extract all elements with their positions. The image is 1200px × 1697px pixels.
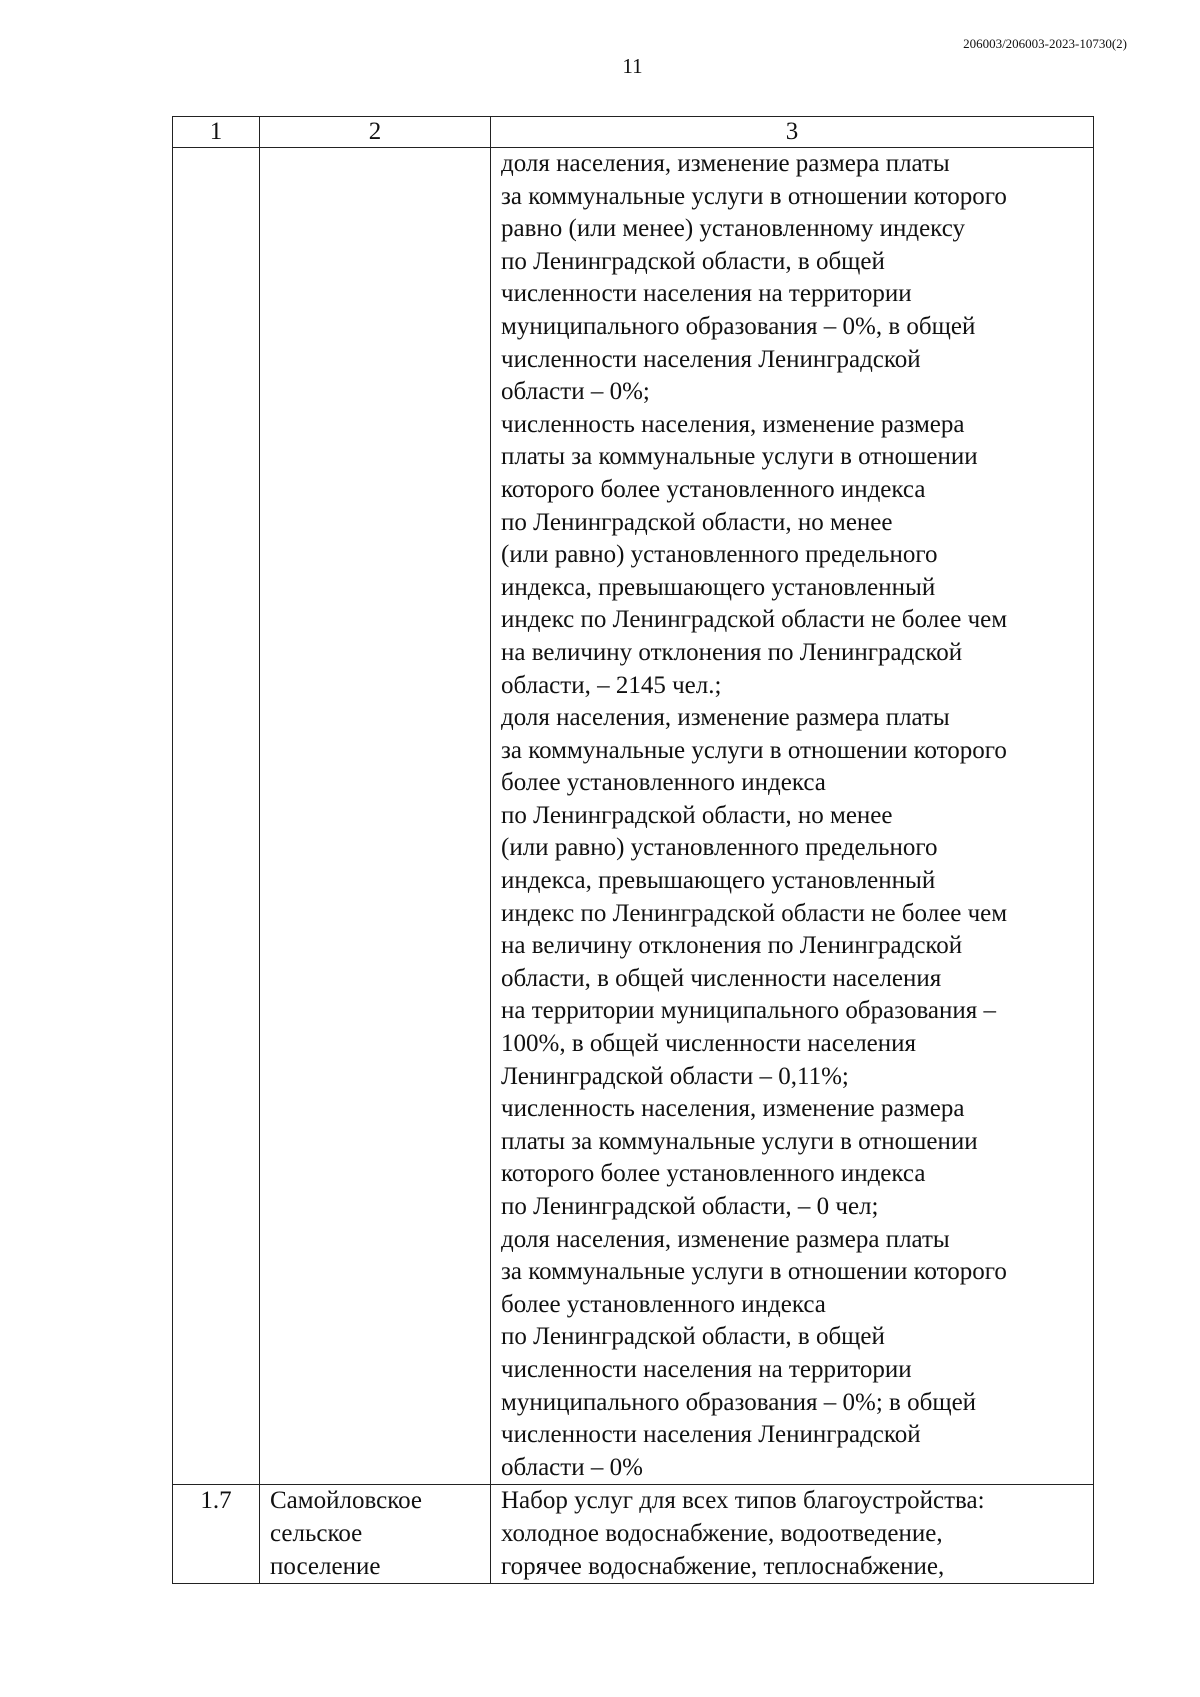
- description-line: индекса, превышающего установленный: [501, 573, 936, 601]
- description-line: по Ленинградской области, но менее: [501, 801, 893, 829]
- row-number-cell: [173, 148, 260, 1485]
- settlement-name-line: сельское: [270, 1519, 363, 1547]
- description-line: более установленного индекса: [501, 769, 826, 797]
- description-line: Набор услуг для всех типов благоустройства:: [501, 1487, 985, 1515]
- settlement-name-line: поселение: [270, 1552, 381, 1580]
- description-line: доля населения, изменение размера платы: [501, 1225, 950, 1253]
- description-line: равно (или менее) установленному индексу: [501, 215, 965, 243]
- description-line: индекс по Ленинградской области не более чем: [501, 606, 1008, 634]
- description-line: на территории муниципального образования –: [501, 997, 997, 1025]
- description-line: численности населения на территории: [501, 280, 912, 308]
- description-line: области – 0%: [501, 1453, 643, 1481]
- description-line: численность населения, изменение размера: [501, 410, 965, 438]
- column-header-3: 3: [491, 117, 1094, 148]
- description-line: численности населения Ленинградской: [501, 345, 921, 373]
- settlement-name-cell: [260, 1485, 491, 1584]
- description-line: на величину отклонения по Ленинградской: [501, 638, 963, 666]
- table-row: [173, 148, 1094, 1485]
- table-header-row: [173, 117, 1094, 148]
- description-line: области – 0%;: [501, 378, 650, 406]
- column-header-1: 1: [173, 117, 260, 148]
- row-number-cell: 1.7: [173, 1485, 260, 1584]
- description-line: доля населения, изменение размера платы: [501, 704, 950, 732]
- description-line: на величину отклонения по Ленинградской: [501, 932, 963, 960]
- description-line: Ленинградской области – 0,11%;: [501, 1062, 849, 1090]
- description-line: холодное водоснабжение, водоотведение,: [501, 1519, 943, 1547]
- page-number: 11: [622, 54, 643, 78]
- description-line: платы за коммунальные услуги в отношении: [501, 1127, 978, 1155]
- description-line: 100%, в общей численности населения: [501, 1030, 917, 1058]
- description-line: доля населения, изменение размера платы: [501, 150, 950, 177]
- settlement-name-cell: [260, 148, 491, 1485]
- description-line: более установленного индекса: [501, 1290, 826, 1318]
- description-line: по Ленинградской области, в общей: [501, 1323, 885, 1351]
- description-line: которого более установленного индекса: [501, 1160, 926, 1188]
- description-line: численность населения, изменение размера: [501, 1095, 965, 1123]
- description-line: численности населения на территории: [501, 1355, 912, 1383]
- description-line: по Ленинградской области, в общей: [501, 247, 885, 275]
- description-line: за коммунальные услуги в отношении которого: [501, 1258, 1007, 1286]
- description-line: по Ленинградской области, но менее: [501, 508, 893, 536]
- description-line: муниципального образования – 0%, в общей: [501, 312, 976, 340]
- main-table: [172, 116, 1094, 1584]
- description-line: индекса, превышающего установленный: [501, 867, 936, 895]
- table-row: [173, 1485, 1094, 1584]
- description-line: по Ленинградской области, – 0 чел;: [501, 1193, 879, 1220]
- description-line: за коммунальные услуги в отношении которого: [501, 736, 1007, 764]
- description-line: индекс по Ленинградской области не более чем: [501, 899, 1008, 927]
- settlement-name-line: Самойловское: [270, 1487, 422, 1515]
- description-line: области, в общей численности населения: [501, 964, 942, 992]
- description-line: которого более установленного индекса: [501, 475, 926, 503]
- description-line: (или равно) установленного предельного: [501, 541, 938, 569]
- description-line: за коммунальные услуги в отношении которого: [501, 182, 1007, 210]
- description-line: платы за коммунальные услуги в отношении: [501, 443, 978, 471]
- description-line: муниципального образования – 0%; в общей: [501, 1388, 977, 1416]
- description-line: (или равно) установленного предельного: [501, 834, 938, 862]
- column-header-2: 2: [260, 117, 491, 148]
- description-cell: [491, 148, 1094, 1485]
- document-registration-code: 206003/206003-2023-10730(2): [963, 36, 1127, 51]
- description-line: численности населения Ленинградской: [501, 1421, 921, 1449]
- description-cell: [491, 1485, 1094, 1584]
- description-line: области, – 2145 чел.;: [501, 671, 722, 699]
- description-line: горячее водоснабжение, теплоснабжение,: [501, 1552, 945, 1580]
